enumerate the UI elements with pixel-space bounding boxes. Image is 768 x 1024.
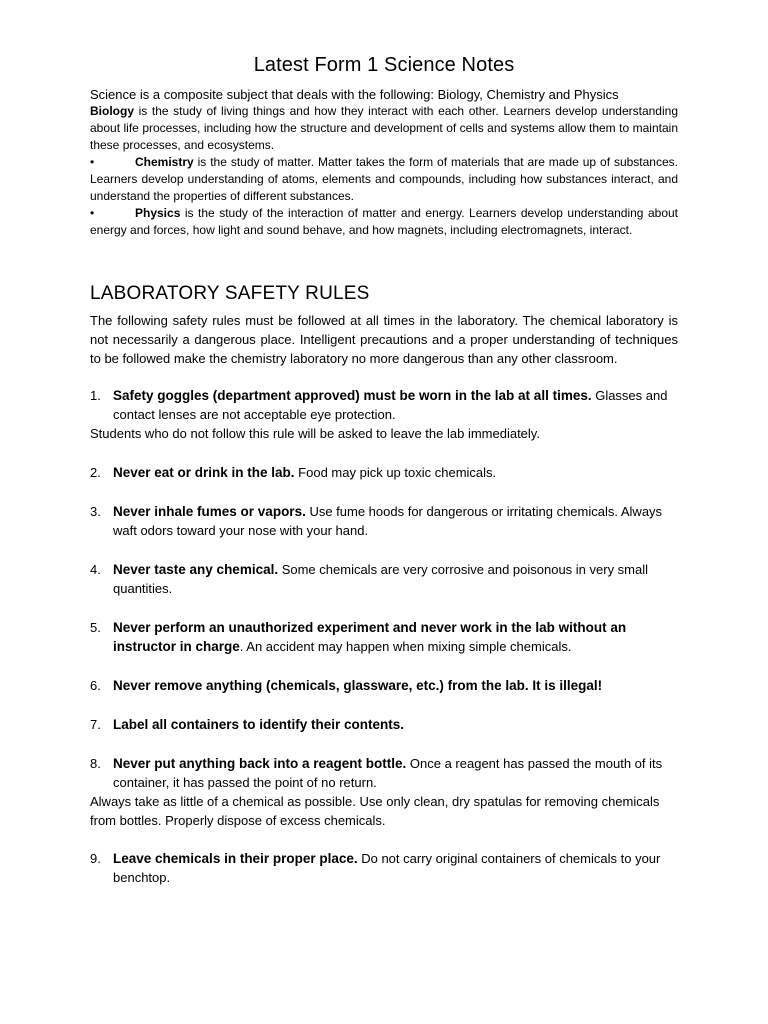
- rule-lead: Never perform an unauthorized experiment and never work in the lab without an instructor in charge: [113, 620, 627, 654]
- rule-text: Use fume hoods for dangerous or irritating chemicals. Always waft odors toward your nose with your hand.: [113, 504, 663, 538]
- bullet-icon: •: [90, 155, 95, 169]
- rule-lead: Never eat or drink in the lab.: [113, 465, 295, 480]
- rule-item: [90, 502, 678, 540]
- rule-note: Always take as little of a chemical as possible. Use only clean, dry spatulas for removing chemicals from bottles. Properly dispose of excess chemicals.: [90, 794, 660, 828]
- rule-item: [90, 618, 678, 656]
- rule-number: 7.: [90, 717, 101, 732]
- rule-text: Glasses and contact lenses are not acceptable eye protection.: [113, 388, 668, 422]
- rule-item: [90, 676, 678, 695]
- biology-paragraph: [90, 103, 678, 154]
- rule-number: 1.: [90, 388, 101, 403]
- physics-paragraph: [90, 205, 678, 239]
- rule-number: 8.: [90, 756, 101, 771]
- rule-item: [90, 715, 678, 734]
- physics-term: Physics: [135, 206, 181, 220]
- rule-item: [90, 386, 678, 424]
- rule-text: Do not carry original containers of chemicals to your benchtop.: [113, 851, 661, 885]
- rule-number: 4.: [90, 562, 101, 577]
- rule-text: . An accident may happen when mixing simple chemicals.: [239, 639, 572, 654]
- rule-number: 3.: [90, 504, 101, 519]
- chemistry-paragraph: [90, 154, 678, 205]
- page-title: Latest Form 1 Science Notes: [253, 54, 515, 76]
- biology-term: Biology: [90, 104, 134, 118]
- rule-text: Food may pick up toxic chemicals.: [294, 465, 497, 480]
- bullet-icon: •: [90, 206, 95, 220]
- chemistry-term: Chemistry: [135, 155, 194, 169]
- rule-lead: Never put anything back into a reagent bottle.: [113, 756, 407, 771]
- rule-item: [90, 463, 678, 482]
- rule-number: 2.: [90, 465, 101, 480]
- rule-lead: Never remove anything (chemicals, glassware, etc.) from the lab. It is illegal!: [113, 678, 603, 693]
- rule-number: 5.: [90, 620, 101, 635]
- rule-lead: Label all containers to identify their contents.: [113, 717, 405, 732]
- rule-number: 6.: [90, 678, 101, 693]
- safety-rules-list: [90, 849, 678, 887]
- chemistry-text: is the study of matter. Matter takes the form of materials that are made up of substances. Learners develop understanding of atoms, elements and compounds, including how substances interact, and understand the properties of different substances.: [90, 155, 678, 203]
- rule-lead: Never inhale fumes or vapors.: [113, 504, 306, 519]
- intro-line: Science is a composite subject that deals with the following: Biology, Chemistry and Physics: [90, 87, 619, 102]
- safety-rules-list: [90, 463, 678, 792]
- rule-text: Some chemicals are very corrosive and poisonous in very small quantities.: [113, 562, 649, 596]
- biology-text: is the study of living things and how they interact with each other. Learners develop understanding about life processes, including how the structure and development of cells and systems allow them to maintain these processes, and ecosystems.: [90, 104, 678, 152]
- rule-item: [90, 560, 678, 598]
- rule-item: [90, 754, 678, 792]
- rule-item: [90, 849, 678, 887]
- physics-text: is the study of the interaction of matter and energy. Learners develop understanding about energy and forces, how light and sound behave, and how magnets, including electromagnets, interact.: [90, 206, 678, 237]
- rule-lead: Never taste any chemical.: [113, 562, 279, 577]
- section-heading: LABORATORY SAFETY RULES: [90, 283, 370, 304]
- safety-intro: The following safety rules must be followed at all times in the laboratory. The chemical laboratory is not necessarily a dangerous place. Intelligent precautions and a proper understanding of techniques to be followed make the chemistry laboratory no more dangerous than any other classroom.: [90, 313, 678, 366]
- rule-text: Once a reagent has passed the mouth of its container, it has passed the point of no return.: [113, 756, 663, 790]
- rule-note: Students who do not follow this rule will be asked to leave the lab immediately.: [90, 426, 540, 441]
- rule-lead: Safety goggles (department approved) must be worn in the lab at all times.: [113, 388, 592, 403]
- rule-lead: Leave chemicals in their proper place.: [113, 851, 358, 866]
- safety-rules-list: [90, 386, 678, 424]
- rule-number: 9.: [90, 851, 101, 866]
